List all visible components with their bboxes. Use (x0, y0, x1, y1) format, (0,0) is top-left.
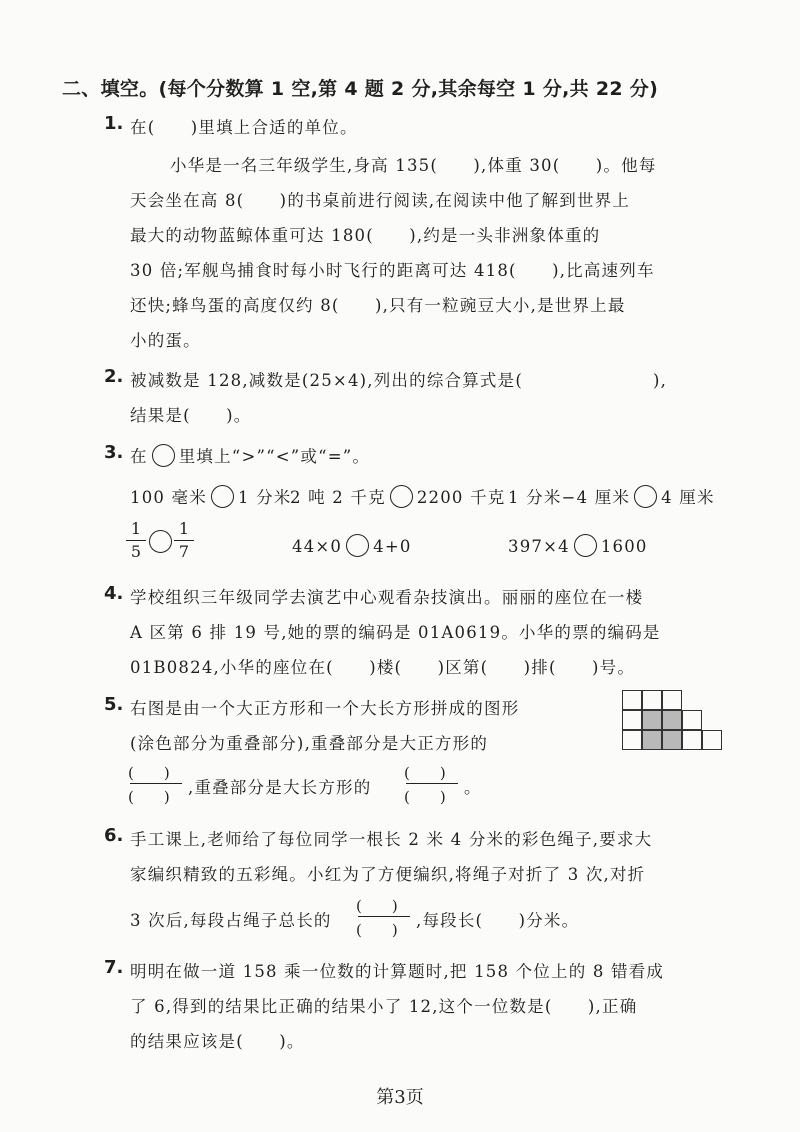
question-6-line: 手工课上,老师给了每位同学一根长 2 米 4 分米的彩色绳子,要求大 (130, 830, 653, 849)
fraction-numerator: 1 (178, 519, 190, 538)
comparison-left: 397×4 (508, 537, 570, 556)
question-7-line: 明明在做一道 158 乘一位数的计算题时,把 158 个位上的 8 错看成 (130, 962, 665, 981)
question-1-line: 30 倍;军舰鸟捕食时每小时飞行的距离可达 418( ),比高速列车 (130, 261, 655, 280)
question-7-number: 7. (104, 957, 124, 978)
question-7-line: 了 6,得到的结果比正确的结果小了 12,这个一位数是( ),正确 (130, 997, 638, 1016)
question-3-text: 里填上“>”“<”或“=”。 (178, 447, 371, 466)
comparison-right: 4+0 (373, 537, 412, 556)
question-2-number: 2. (104, 366, 124, 387)
question-7-line: 的结果应该是( )。 (130, 1032, 305, 1051)
comparison-left: 100 毫米 (130, 488, 207, 507)
comparison-row (508, 534, 648, 557)
question-2-line: 结果是( )。 (130, 406, 252, 425)
comparison-left: 44×0 (292, 537, 343, 556)
question-1-prompt: 在( )里填上合适的单位。 (130, 118, 358, 137)
question-2-text: 被减数是 128,减数是(25×4),列出的综合算式是( (130, 371, 523, 390)
fraction-denominator: 5 (130, 542, 142, 561)
question-1-line: 小的蛋。 (130, 331, 201, 350)
question-5-line: (涂色部分为重叠部分),重叠部分是大正方形的 (130, 734, 489, 753)
comparison-circle (390, 485, 413, 508)
comparison-circle (152, 444, 175, 467)
question-1-line: 小华是一名三年级学生,身高 135( ),体重 30( )。他每 (170, 156, 657, 175)
fraction-numerator-blank[interactable]: ( ) (404, 764, 446, 782)
fraction-blank[interactable] (404, 762, 460, 806)
question-3-prompt (130, 443, 370, 467)
overlap-figure (622, 690, 722, 750)
section-heading: 二、填空。(每个分数算 1 空,第 4 题 2 分,其余每空 1 分,共 22 分) (62, 78, 659, 100)
comparison-circle (634, 485, 657, 508)
comparison-row (292, 534, 412, 557)
fraction-denominator-blank[interactable]: ( ) (356, 921, 398, 939)
question-6-text: ,每段长( )分米。 (416, 911, 580, 930)
comparison-right: 1600 (600, 537, 648, 556)
fraction-numerator-blank[interactable]: ( ) (356, 897, 398, 915)
question-6-text: 3 次后,每段占绳子总长的 (130, 911, 332, 930)
question-6-line: 家编织精致的五彩绳。小红为了方便编织,将绳子对折了 3 次,对折 (130, 865, 646, 884)
fraction (174, 521, 194, 560)
comparison-right: 2200 千克 (416, 488, 506, 507)
fraction-denominator-blank[interactable]: ( ) (404, 788, 446, 806)
comparison-row (290, 484, 505, 508)
question-5-line: 右图是由一个大正方形和一个大长方形拼成的图形 (130, 699, 520, 718)
comparison-right: 1 分米 (237, 488, 292, 507)
comparison-circle (149, 530, 172, 553)
question-5-text: ,重叠部分是大长方形的 (188, 778, 372, 797)
question-3-text: 在 (130, 447, 148, 466)
comparison-right: 4 厘米 (661, 488, 715, 507)
comparison-circle (211, 485, 234, 508)
question-6-number: 6. (104, 825, 124, 846)
question-5-text: 。 (464, 778, 482, 797)
fraction-blank[interactable] (356, 895, 412, 939)
question-5-number: 5. (104, 694, 124, 715)
comparison-circle (346, 534, 369, 557)
fraction-denominator: 7 (178, 542, 190, 561)
question-4-line: 学校组织三年级同学去演艺中心观看杂技演出。丽丽的座位在一楼 (130, 588, 644, 607)
page-number: 第3页 (376, 1087, 424, 1108)
question-4-line: 01B0824,小华的座位在( )楼( )区第( )排( )号。 (130, 658, 636, 677)
question-2-line (130, 367, 667, 391)
fraction (126, 521, 146, 560)
question-4-number: 4. (104, 583, 124, 604)
question-1-line: 最大的动物蓝鲸体重可达 180( ),约是一头非洲象体重的 (130, 226, 601, 245)
question-1-line: 还快;蜂鸟蛋的高度仅约 8( ),只有一粒豌豆大小,是世界上最 (130, 296, 626, 315)
comparison-left: 2 吨 2 千克 (290, 488, 386, 507)
question-4-line: A 区第 6 排 19 号,她的票的编码是 01A0619。小华的票的编码是 (130, 623, 661, 642)
question-3-number: 3. (104, 442, 124, 463)
question-1-line: 天会坐在高 8( )的书桌前进行阅读,在阅读中他了解到世界上 (130, 191, 631, 210)
comparison-row (130, 484, 292, 508)
question-2-text: ), (652, 371, 668, 390)
fraction-denominator-blank[interactable]: ( ) (128, 788, 170, 806)
fraction-blank[interactable] (128, 762, 184, 806)
fraction-numerator: 1 (130, 519, 142, 538)
fraction-numerator-blank[interactable]: ( ) (128, 764, 170, 782)
comparison-row (508, 484, 715, 508)
comparison-circle (574, 534, 597, 557)
question-1-number: 1. (104, 113, 124, 134)
comparison-left: 1 分米−4 厘米 (508, 488, 631, 507)
